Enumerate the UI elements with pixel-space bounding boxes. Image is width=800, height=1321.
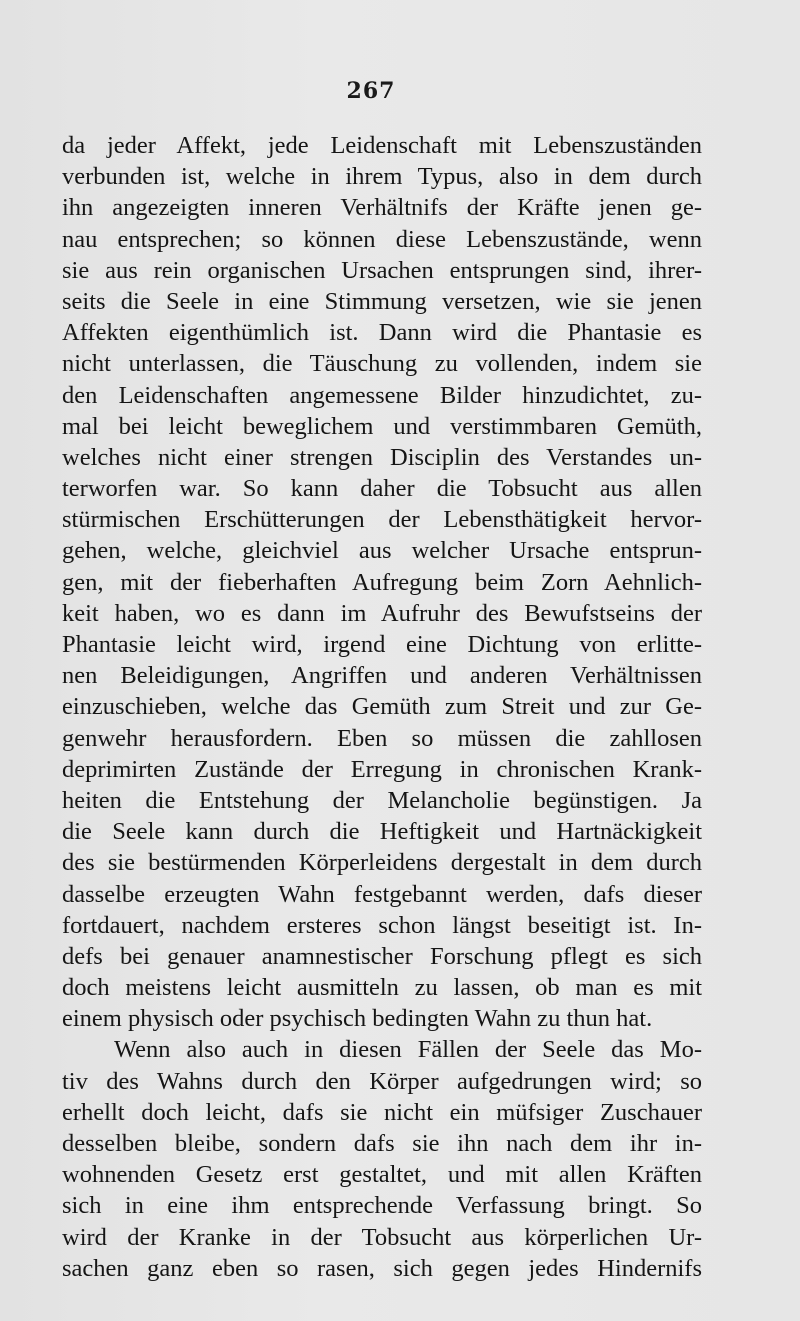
text-line: genwehr herausfordern. Eben so müssen die zahllosen <box>62 724 702 752</box>
text-line: den Leidenschaften angemessene Bilder hinzudichtet, zu- <box>62 381 702 409</box>
text-line: wird der Kranke in der Tobsucht aus körperlichen Ur- <box>62 1223 702 1251</box>
text-line: Affekten eigenthümlich ist. Dann wird die Phantasie es <box>62 319 702 347</box>
text-line: einzuschieben, welche das Gemüth zum Streit und zur Ge- <box>62 693 702 721</box>
text-line: nau entsprechen; so können diese Lebenszustände, wenn <box>62 225 702 253</box>
text-line: da jeder Affekt, jede Leidenschaft mit Lebenszuständen <box>62 132 702 159</box>
text-line: welches nicht einer strengen Disciplin des Verstandes un- <box>62 443 702 471</box>
text-line: ihn angezeigten inneren Verhältnifs der Kräfte jenen ge- <box>62 194 702 222</box>
text-line: desselben bleibe, sondern dafs sie ihn nach dem ihr in- <box>62 1130 702 1157</box>
text-line: sachen ganz eben so rasen, sich gegen jedes Hindernifs <box>62 1254 702 1282</box>
text-line: nicht unterlassen, die Täuschung zu vollenden, indem sie <box>62 350 702 378</box>
text-line: heiten die Entstehung der Melancholie begünstigen. Ja <box>62 786 702 814</box>
text-line: fortdauert, nachdem ersteres schon längst beseitigt ist. In- <box>62 911 702 939</box>
text-line: gen, mit der fieberhaften Aufregung beim Zorn Aehnlich- <box>62 568 702 596</box>
text-line: keit haben, wo es dann im Aufruhr des Bewufstseins der <box>62 599 702 627</box>
text-line: nen Beleidigungen, Angriffen und anderen Verhältnissen <box>62 662 702 690</box>
text-line: sie aus rein organischen Ursachen entsprungen sind, ihrer- <box>62 256 702 284</box>
text-line: Phantasie leicht wird, irgend eine Dichtung von erlitte- <box>62 631 702 658</box>
text-line: einem physisch oder psychisch bedingten Wahn zu thun hat. <box>62 1005 653 1033</box>
text-line: gehen, welche, gleichviel aus welcher Ursache entsprun- <box>62 537 702 565</box>
text-line: die Seele kann durch die Heftigkeit und Hartnäckigkeit <box>62 818 702 846</box>
text-line: seits die Seele in eine Stimmung versetzen, wie sie jenen <box>62 287 702 315</box>
text-line: dasselbe erzeugten Wahn festgebannt werden, dafs dieser <box>62 880 702 908</box>
text-line: stürmischen Erschütterungen der Lebensthätigkeit hervor- <box>62 506 702 534</box>
text-line: wohnenden Gesetz erst gestaltet, und mit allen Kräften <box>62 1161 702 1189</box>
text-line: verbunden ist, welche in ihrem Typus, also in dem durch <box>62 163 702 191</box>
text-line: doch meistens leicht ausmitteln zu lassen, ob man es mit <box>62 974 702 1002</box>
text-line: tiv des Wahns durch den Körper aufgedrungen wird; so <box>62 1067 702 1095</box>
text-line: erhellt doch leicht, dafs sie nicht ein müfsiger Zuschauer <box>62 1098 702 1126</box>
text-line: deprimirten Zustände der Erregung in chronischen Krank- <box>62 755 702 783</box>
text-line: Wenn also auch in diesen Fällen der Seele das Mo- <box>114 1036 702 1064</box>
text-line: defs bei genauer anamnestischer Forschung pflegt es sich <box>62 942 702 970</box>
body-text <box>62 130 702 1284</box>
text-line: mal bei leicht beweglichem und verstimmbaren Gemüth, <box>62 412 702 440</box>
text-line: sich in eine ihm entsprechende Verfassung bringt. So <box>62 1192 702 1220</box>
text-line: des sie bestürmenden Körperleidens dergestalt in dem durch <box>62 849 702 877</box>
page-number: 267 <box>346 78 396 104</box>
text-line: terworfen war. So kann daher die Tobsucht aus allen <box>62 475 702 503</box>
